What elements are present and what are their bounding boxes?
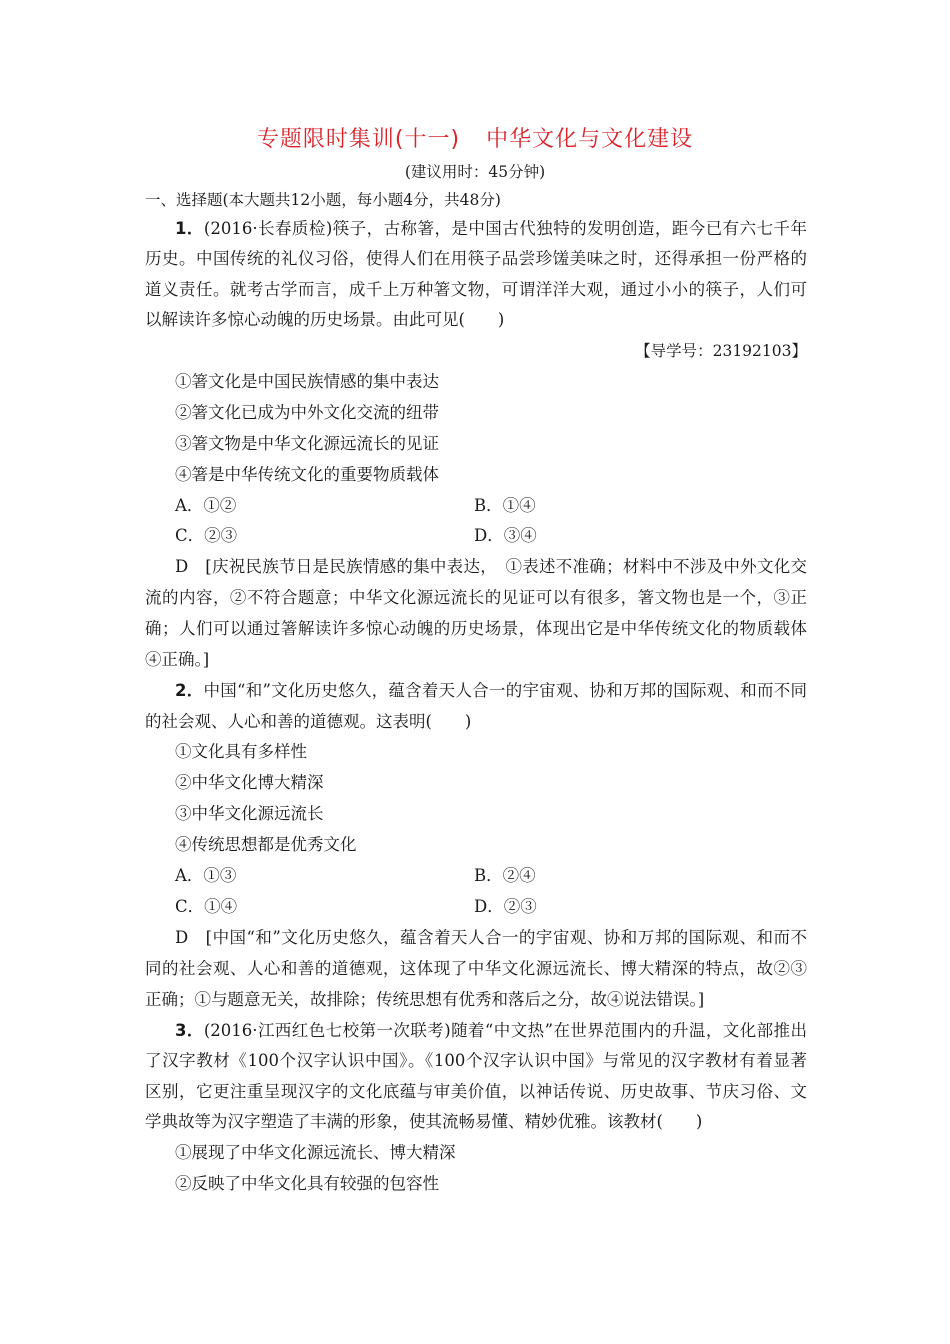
q3-line-2: 了汉字教材《100个汉字认识中国》。《100个汉字认识中国》与常见的汉字教材有着显著 xyxy=(145,1051,807,1070)
q1-statement-1: ①箸文化是中国民族情感的集中表达 xyxy=(175,372,439,391)
q1-statement-4: ④箸是中华传统文化的重要物质载体 xyxy=(175,465,439,484)
q1-option-d: D．③④ xyxy=(474,526,537,545)
q3-line-1: 3．(2016·江西红色七校第一次联考)随着“中文热”在世界范围内的升温，文化部推出 xyxy=(175,1021,807,1040)
title-right: 中华文化与文化建设 xyxy=(486,127,694,152)
q2-option-b: B．②④ xyxy=(474,866,536,885)
q1-statement-3: ③箸文物是中华文化源远流长的见证 xyxy=(175,434,439,453)
q1-line-3: 道义责任。就考古学而言，成千上万种箸文物，可谓洋洋大观，通过小小的筷子，人们可 xyxy=(145,280,807,299)
q1-option-a: A．①② xyxy=(175,496,237,515)
q1-statement-2: ②箸文化已成为中外文化交流的纽带 xyxy=(175,403,439,422)
q1-answer-line-3: 确；人们可以通过箸解读许多惊心动魄的历史场景，体现出它是中华传统文化的物质载体 xyxy=(145,619,807,638)
q2-option-c: C．①④ xyxy=(175,897,238,916)
q3-line-4: 学典故等为汉字塑造了丰满的形象，使其流畅易懂、精妙优雅。该教材( ) xyxy=(145,1112,703,1131)
q1-line-2: 历史。中国传统的礼仪习俗，使得人们在用筷子品尝珍馐美味之时，还得承担一份严格的 xyxy=(145,249,807,268)
q1-option-c: C．②③ xyxy=(175,526,238,545)
q2-statement-3: ③中华文化源远流长 xyxy=(175,804,324,823)
page-title xyxy=(0,122,950,153)
q2-answer-line-1: D [中国“和”文化历史悠久，蕴含着天人合一的宇宙观、协和万邦的国际观、和而不 xyxy=(175,928,807,947)
q2-line-1: 2．中国“和”文化历史悠久，蕴含着天人合一的宇宙观、协和万邦的国际观、和而不同 xyxy=(175,681,808,700)
q1-line-4: 以解读许多惊心动魄的历史场景。由此可见( ) xyxy=(145,310,505,329)
q2-answer-line-3: 正确；①与题意无关，故排除；传统思想有优秀和落后之分，故④说法错误。] xyxy=(145,990,705,1009)
q1-answer-line-2: 流的内容，②不符合题意；中华文化源远流长的见证可以有很多，箸文物也是一个，③正 xyxy=(145,588,807,607)
suggested-time: (建议用时：45分钟) xyxy=(404,163,546,181)
q1-guide-number: 【导学号：23192103】 xyxy=(635,342,807,360)
q1-answer-line-1: D [庆祝民族节日是民族情感的集中表达， ①表述不准确；材料中不涉及中外文化交 xyxy=(175,557,807,576)
q2-line-2: 的社会观、人心和善的道德观。这表明( ) xyxy=(145,712,472,731)
q1-answer-line-4: ④正确。] xyxy=(145,650,210,669)
q1-option-b: B．①④ xyxy=(474,496,536,515)
q2-answer-line-2: 同的社会观、人心和善的道德观，这体现了中华文化源远流长、博大精深的特点，故②③ xyxy=(145,959,807,978)
q2-option-d: D．②③ xyxy=(474,897,537,916)
q1-line-1: 1．(2016·长春质检)筷子，古称箸，是中国古代独特的发明创造，距今已有六七千年 xyxy=(175,219,807,238)
q2-number: 2． xyxy=(175,681,204,700)
q3-number: 3． xyxy=(175,1021,204,1040)
q2-statement-4: ④传统思想都是优秀文化 xyxy=(175,835,357,854)
q2-option-a: A．①③ xyxy=(175,866,237,885)
q2-statement-1: ①文化具有多样性 xyxy=(175,742,307,761)
q2-statement-2: ②中华文化博大精深 xyxy=(175,773,324,792)
section-heading: 一、选择题(本大题共12小题，每小题4分，共48分) xyxy=(145,191,501,209)
q3-statement-2: ②反映了中华文化具有较强的包容性 xyxy=(175,1174,439,1193)
q1-number: 1． xyxy=(175,219,204,238)
q3-line-3: 区别，它更注重呈现汉字的文化底蕴与审美价值，以神话传说、历史故事、节庆习俗、文 xyxy=(145,1082,807,1101)
q3-statement-1: ①展现了中华文化源远流长、博大精深 xyxy=(175,1143,456,1162)
title-left: 专题限时集训(十一) xyxy=(256,127,461,152)
